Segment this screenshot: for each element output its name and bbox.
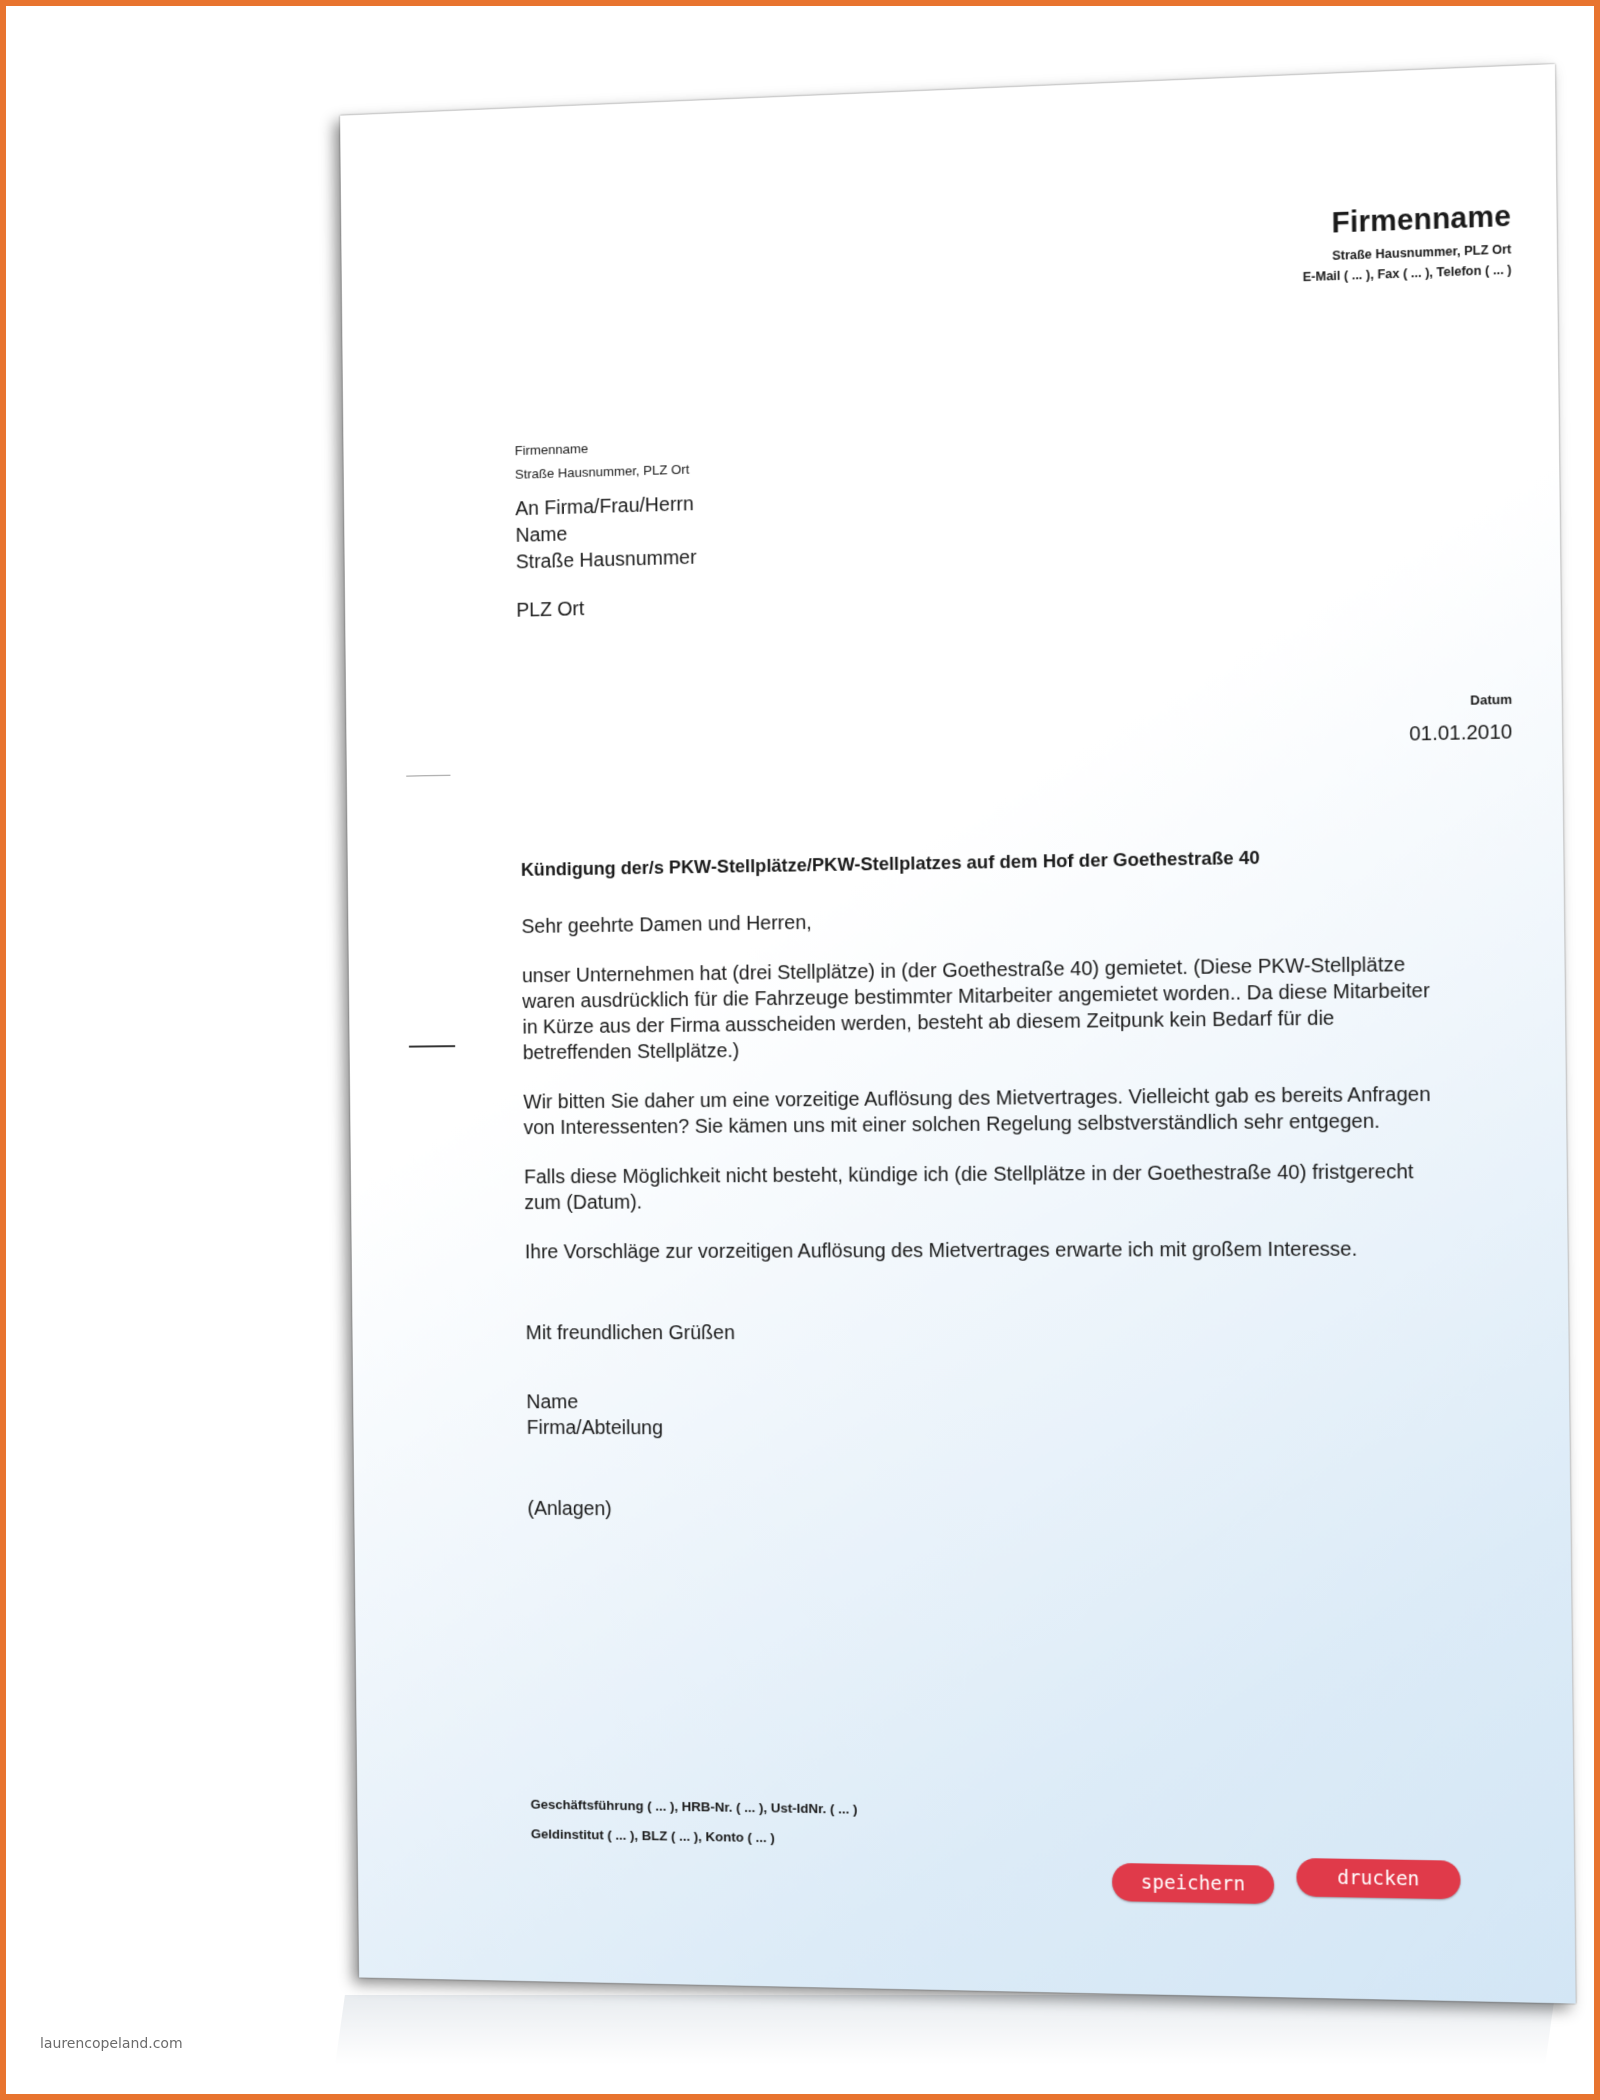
letter-subject: Kündigung der/s PKW-Stellplätze/PKW-Stellplatzes auf dem Hof der Goethestraße 40 [520,846,1260,880]
signature-name: Name [526,1391,579,1414]
paragraph-4: Ihre Vorschläge zur vorzeitigen Auflösung des Mietvertrages erwarte ich mit großem Interesse. [524,1238,1358,1264]
document-page [340,64,1576,2004]
letterhead-company-name: Firmenname [1331,200,1512,240]
sender-address: Straße Hausnummer, PLZ Ort [514,461,690,482]
footer [530,1790,857,1855]
print-button[interactable]: drucken [1296,1858,1460,1899]
fold-mark [406,775,450,777]
letterhead-contact: E-Mail ( ... ), Fax ( ... ), Telefon ( ... ) [1302,262,1512,285]
sender-block [515,434,690,487]
paragraph-1: unser Unternehmen hat (drei Stellplätze) in (der Goethestraße 40) gemietet. (Diese PKW-Stellplätze waren ausdrücklich für die Fahrzeuge bestimmter Mitarbeiter angemietet worden.. Da diese Mitarbeiter in Kürze aus der Firma ausscheiden werden, besteht ab diesem Zeitpunk kein Bedarf für die betreffenden Stellplätze.) [521,953,1430,1065]
recipient-line-4: PLZ Ort [516,598,585,622]
paragraph-3: Falls diese Möglichkeit nicht besteht, kündige ich (die Stellplätze in der Goethestraße 40) fristgerecht zum (Datum). [524,1161,1414,1214]
save-button[interactable]: speichern [1112,1863,1274,1904]
recipient-line-1: An Firma/Frau/Herrn [515,493,694,521]
date-block [1409,692,1513,747]
document-page-wrapper [340,64,1576,2004]
recipient-line-3: Straße Hausnummer [515,546,697,574]
recipient-line-2: Name [515,523,568,547]
salutation: Sehr geehrte Damen und Herren, [521,911,812,938]
paragraph-2: Wir bitten Sie daher um eine vorzeitige Auflösung des Mietvertrages. Vielleicht gab es bereits Anfragen von Interessenten? Sie kämen uns mit einer solchen Regelung selbstverständlich sehr entgegen. [523,1083,1431,1140]
footer-line-2: Geldinstitut ( ... ), BLZ ( ... ), Konto ( ... ) [530,1826,775,1846]
closing: Mit freundlichen Grüßen [525,1322,736,1345]
letter-body [521,901,1444,1289]
letterhead-address: Straße Hausnummer, PLZ Ort [1331,242,1512,263]
sender-name: Firmenname [514,441,589,459]
punch-mark [409,1045,455,1047]
footer-line-1: Geschäftsführung ( ... ), HRB-Nr. ( ... ), Ust-IdNr. ( ... ) [530,1796,858,1817]
attachments: (Anlagen) [527,1497,612,1521]
date-value: 01.01.2010 [1409,721,1513,746]
date-label: Datum [1470,691,1513,708]
signature-block [526,1389,663,1441]
watermark: laurencopeland.com [40,2036,183,2052]
page-reflection [335,1995,1555,2065]
recipient-block [515,491,697,624]
letterhead [1302,200,1512,284]
signature-department: Firma/Abteilung [526,1417,664,1440]
